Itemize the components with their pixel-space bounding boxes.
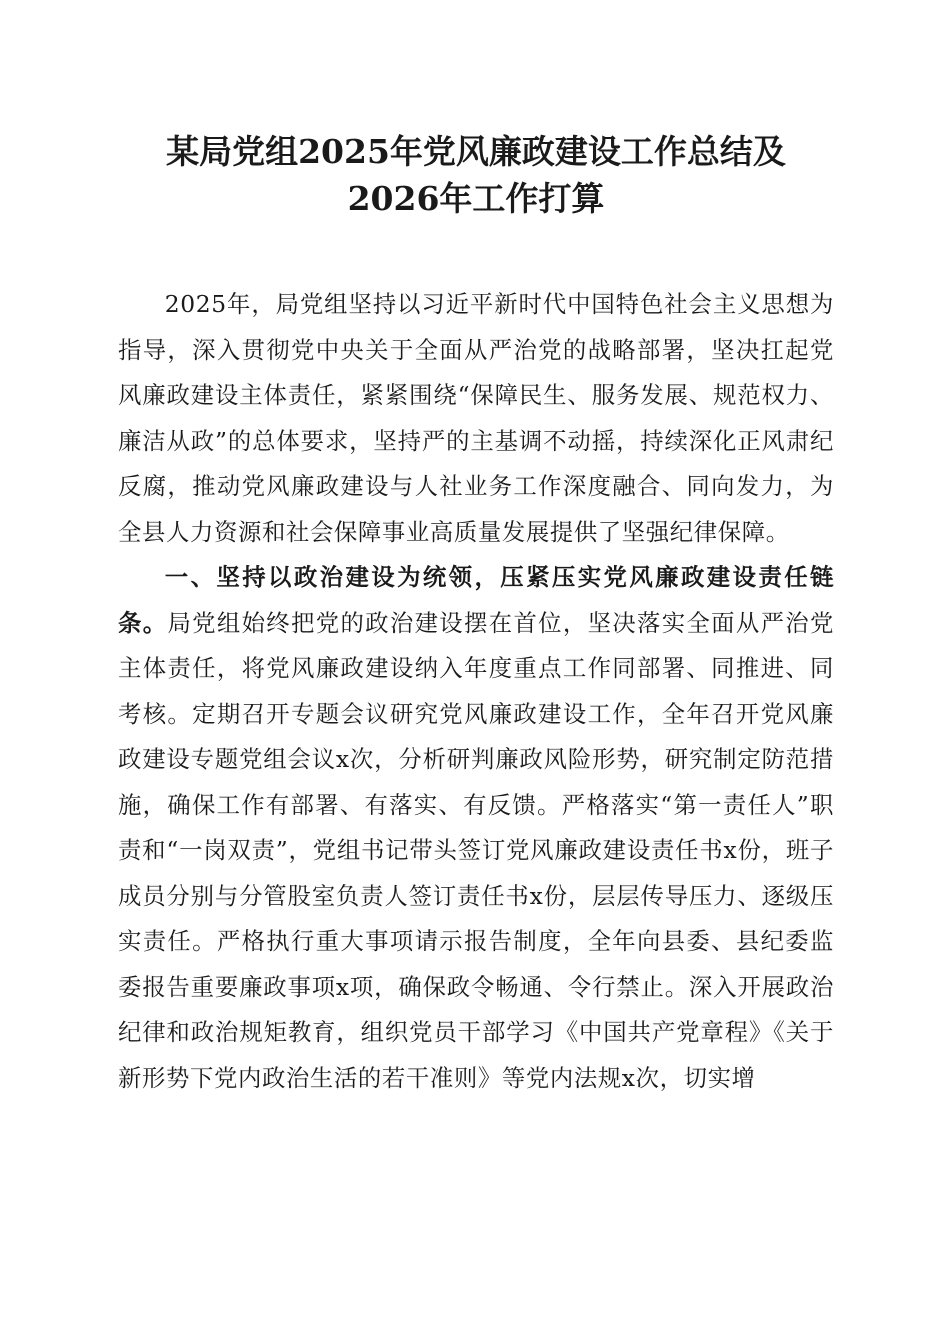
document-page — [118, 128, 834, 1101]
title-line-2: 2026年工作打算 — [347, 179, 605, 218]
section-1-heading: 一、坚持以政治建设为统领，压紧压实党风廉政建设责任链条。 — [118, 563, 834, 637]
title-line-1: 某局党组2025年党风廉政建设工作总结及 — [166, 132, 786, 171]
intro-paragraph: 2025年，局党组坚持以习近平新时代中国特色社会主义思想为指导，深入贯彻党中央关于全面从严治党的战略部署，坚决扛起党风廉政建设主体责任，紧紧围绕“保障民生、服务发展、规范权力、廉洁从政”的总体要求，坚持严的主基调不动摇，持续深化正风肃纪反腐，推动党风廉政建设与人社业务工作深度融合、同向发力，为全县人力资源和社会保障事业高质量发展提供了坚强纪律保障。 — [118, 290, 834, 546]
document-body — [118, 282, 834, 1101]
document-title — [118, 128, 834, 222]
section-1-paragraph — [118, 555, 834, 1101]
section-1-text: 局党组始终把党的政治建设摆在首位，坚决落实全面从严治党主体责任，将党风廉政建设纳入年度重点工作同部署、同推进、同考核。定期召开专题会议研究党风廉政建设工作，全年召开党风廉政建设专题党组会议x次，分析研判廉政风险形势，研究制定防范措施，确保工作有部署、有落实、有反馈。严格落实“第一责任人”职责和“一岗双责”，党组书记带头签订党风廉政建设责任书x份，班子成员分别与分管股室负责人签订责任书x份，层层传导压力、逐级压实责任。严格执行重大事项请示报告制度，全年向县委、县纪委监委报告重要廉政事项x项，确保政令畅通、令行禁止。深入开展政治纪律和政治规矩教育，组织党员干部学习《中国共产党章程》《关于新形势下党内政治生活的若干准则》等党内法规x次，切实增 — [118, 608, 834, 1092]
